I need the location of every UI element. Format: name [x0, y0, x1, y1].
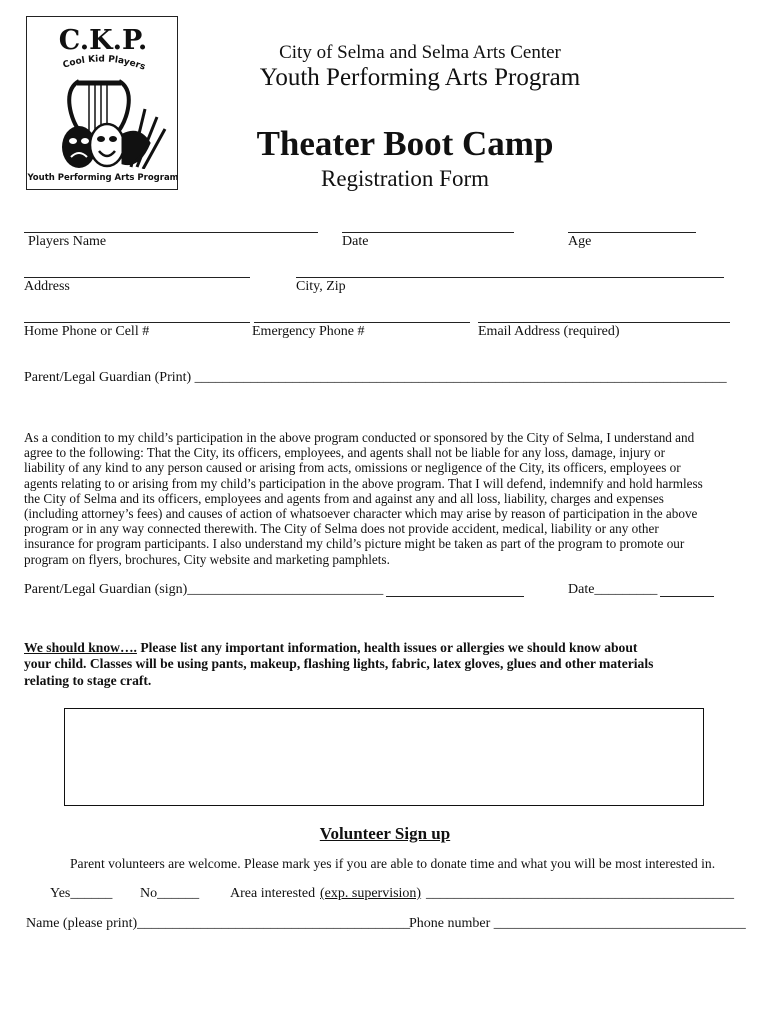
waiver-line: program or in any way connected therewith. The City of Selma does not provide accident, medical, liability or any other	[24, 521, 659, 537]
theater-masks-icon	[62, 124, 124, 168]
waiver-line: As a condition to my child’s participation in the above program conducted or sponsored by the City of Selma, I understand and	[24, 430, 695, 445]
home-phone-field[interactable]	[24, 322, 250, 323]
ckp-logo-graphic	[27, 17, 179, 191]
area-interested-label: Area interested	[230, 886, 316, 901]
city-zip-field[interactable]	[296, 277, 724, 278]
emergency-phone-label: Emergency Phone #	[252, 324, 365, 339]
address-label: Address	[24, 279, 70, 294]
notice-lead: We should know….	[24, 640, 137, 655]
waiver-line: program on flyers, brochures, City website and marketing pamphlets.	[24, 551, 390, 567]
waiver-line: agents relating to or arising from my child’s participation in the above program. That I will defend, indemnify and hold harmless	[24, 475, 703, 491]
date-label: Date	[342, 234, 369, 249]
volunteer-title: Volunteer Sign up	[319, 824, 451, 843]
waiver-line: (including attorney’s fees) and causes of action of whatsoever character which may arise by reason of participation in the above	[24, 506, 698, 522]
notice-line: Please list any important information, health issues or allergies we should know about	[136, 640, 638, 655]
volunteer-no-field[interactable]: No______	[140, 886, 200, 901]
sign-date-field[interactable]: Date_________	[568, 582, 658, 597]
important-info-textbox[interactable]	[64, 708, 704, 806]
volunteer-phone-field[interactable]: Phone number ____________________________________	[409, 916, 746, 931]
guardian-print-field[interactable]: Parent/Legal Guardian (Print) ____________________________________________________________________________	[24, 370, 727, 385]
home-phone-label: Home Phone or Cell #	[24, 324, 150, 339]
logo-top-text: C.K.P.	[58, 25, 148, 56]
page-title: Theater Boot Camp	[256, 124, 554, 163]
email-label: Email Address (required)	[478, 324, 620, 339]
notice-line: your child. Classes will be using pants, makeup, flashing lights, fabric, latex gloves, glues and other materials	[24, 656, 654, 672]
waiver-line: insurance for program participants. I also understand my child’s picture might be taken as part of the program to promote our	[24, 536, 685, 552]
city-zip-label: City, Zip	[296, 279, 346, 294]
logo	[26, 16, 178, 190]
notice-line: relating to stage craft.	[24, 672, 152, 688]
important-info-notice	[24, 640, 746, 689]
address-field[interactable]	[24, 277, 250, 278]
page-subtitle: Registration Form	[320, 166, 490, 191]
waiver-line: liability of any kind to any person caused or arising from acts, omissions or negligence of the City, its officers, employees or	[24, 460, 681, 476]
volunteer-yes-field[interactable]: Yes______	[50, 886, 113, 901]
age-field[interactable]	[568, 232, 696, 233]
email-field[interactable]	[478, 322, 730, 323]
logo-bottom-text: Youth Performing Arts Program	[27, 173, 179, 183]
header-program: Youth Performing Arts Program	[259, 64, 581, 91]
area-interested-field[interactable]: ____________________________________________	[426, 886, 734, 901]
volunteer-name-field[interactable]: Name (please print)_______________________________________	[26, 916, 411, 931]
waiver-line: agree to the following: That the City, its officers, employees, and agents shall not be liable for any loss, damage, injury or	[24, 445, 666, 461]
volunteer-intro: Parent volunteers are welcome. Please mark yes if you are able to donate time and what you will be most interested in.	[70, 856, 716, 871]
area-interested-example: (exp. supervision)	[320, 886, 422, 901]
logo-arc-text: Cool Kid Players	[61, 54, 147, 73]
waiver-line: the City of Selma and its officers, employees and agents from and against any and all loss, liability, charges and expenses	[24, 490, 664, 506]
players-name-field[interactable]	[24, 232, 318, 233]
date-field[interactable]	[342, 232, 514, 233]
sign-date-line[interactable]	[660, 596, 714, 597]
age-label: Age	[568, 234, 592, 249]
signature-line[interactable]	[386, 596, 524, 597]
waiver-text	[24, 430, 746, 567]
players-name-label: Players Name	[28, 234, 107, 249]
emergency-phone-field[interactable]	[254, 322, 470, 323]
header-organization: City of Selma and Selma Arts Center	[279, 42, 561, 63]
paint-brushes-icon	[123, 109, 165, 169]
guardian-sign-field[interactable]: Parent/Legal Guardian (sign)____________________________	[24, 582, 384, 597]
